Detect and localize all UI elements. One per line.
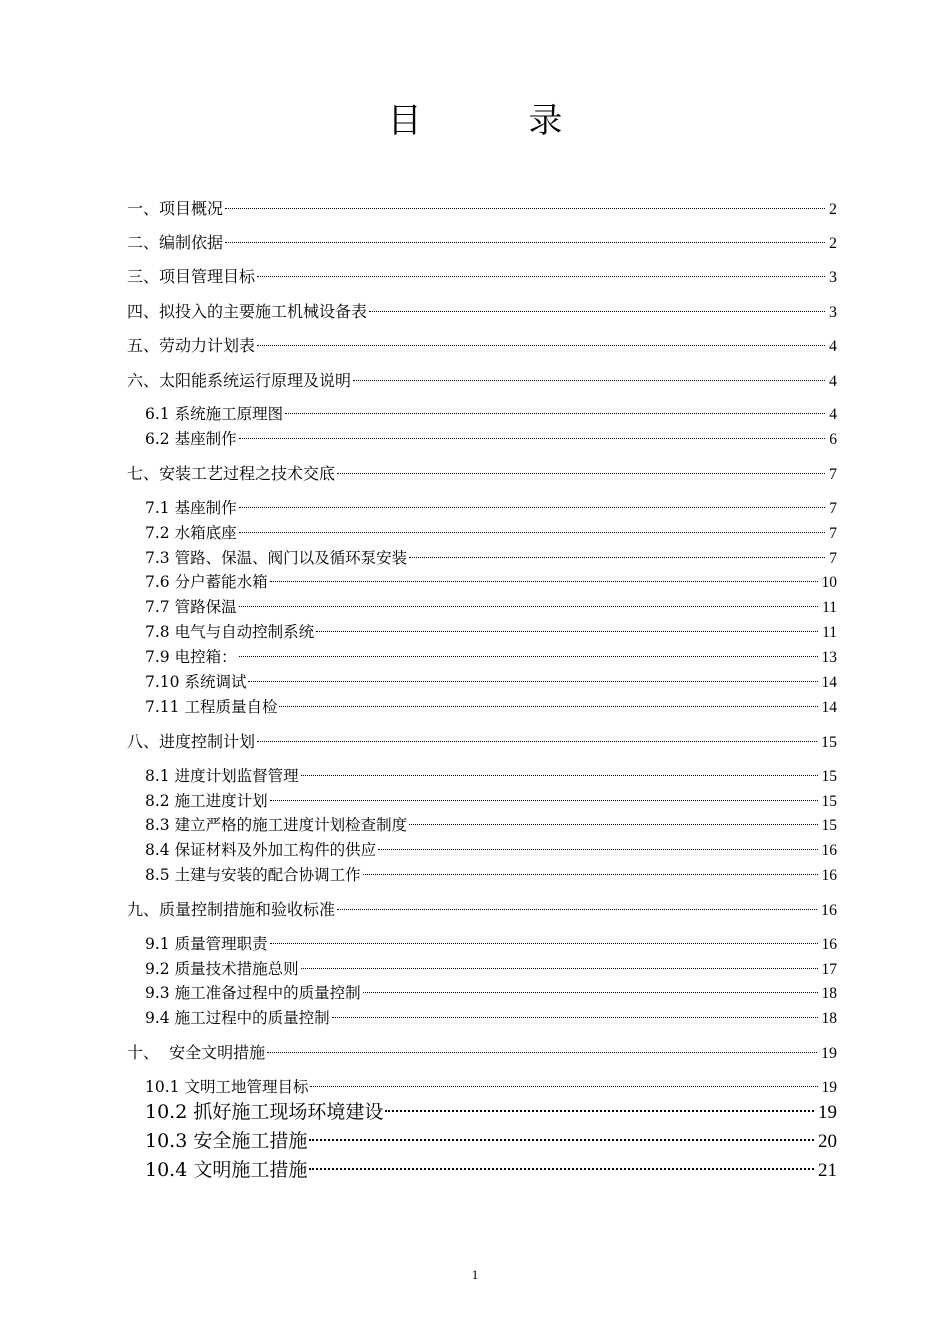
- toc-entry-page: 11: [822, 624, 837, 641]
- toc-subentry[interactable]: [145, 976, 837, 1002]
- toc-entry-page: 4: [829, 338, 837, 355]
- dot-leader: [225, 192, 825, 214]
- toc-entry-page: 2: [829, 201, 837, 218]
- toc-entry-page: 15: [821, 793, 837, 810]
- toc-subentry[interactable]: [145, 759, 837, 785]
- toc-entry-label: 8.5 土建与安装的配合协调工作: [145, 866, 361, 884]
- toc-entry-label: 7.7 管路保温: [145, 598, 237, 616]
- toc-subentry[interactable]: [145, 952, 837, 978]
- toc-subentry[interactable]: [145, 1121, 837, 1152]
- toc-entry-page: 7: [829, 525, 837, 542]
- dot-leader: [353, 364, 825, 386]
- toc-entry-label: 8.3 建立严格的施工进度计划检查制度: [145, 816, 408, 834]
- toc-entry[interactable]: [127, 1036, 837, 1062]
- dot-leader: [409, 541, 825, 563]
- dot-leader: [239, 640, 818, 662]
- dot-leader: [316, 615, 818, 637]
- toc-entry-label: 8.1 进度计划监督管理: [145, 767, 299, 785]
- dot-leader: [248, 665, 817, 687]
- dot-leader: [239, 422, 826, 444]
- toc-entry-label: 8.4 保证材料及外加工构件的供应: [145, 841, 377, 859]
- toc-entry-label: 7.10 系统调试: [145, 673, 247, 691]
- dot-leader: [385, 1092, 814, 1118]
- toc-entry-page: 20: [818, 1131, 837, 1152]
- toc-entry-label: 7.2 水箱底座: [145, 524, 237, 542]
- toc-entry-label: 7.11 工程质量自检: [145, 698, 278, 716]
- toc-entry-page: 15: [821, 768, 837, 785]
- toc-entry-label: 7.3 管路、保温、阀门以及循环泵安装: [145, 549, 408, 567]
- toc-entry-page: 16: [821, 902, 837, 919]
- dot-leader: [363, 976, 818, 998]
- toc-entry-page: 3: [829, 269, 837, 286]
- toc-entry[interactable]: [127, 226, 837, 252]
- toc-entry-label: 二、编制依据: [127, 233, 224, 252]
- dot-leader: [239, 590, 818, 612]
- toc-entry-page: 10: [821, 574, 837, 591]
- toc-entry-label: 五、劳动力计划表: [127, 336, 256, 355]
- toc-entry-label: 9.1 质量管理职责: [145, 935, 268, 953]
- toc-entry-label: 7.8 电气与自动控制系统: [145, 623, 315, 641]
- dot-leader: [310, 1070, 817, 1092]
- dot-leader: [239, 491, 826, 513]
- toc-entry-label: 三、项目管理目标: [127, 267, 256, 286]
- toc-subentry[interactable]: [145, 541, 837, 567]
- toc-entry-label: 10.1 文明工地管理目标: [145, 1078, 309, 1096]
- toc-entry-page: 6: [829, 431, 837, 448]
- toc-entry-label: 十、 安全文明措施: [127, 1043, 266, 1062]
- page-title: 目 录: [387, 101, 611, 141]
- dot-leader: [337, 457, 825, 479]
- toc-subentry[interactable]: [145, 1150, 837, 1181]
- toc-entry-label: 9.2 质量技术措施总则: [145, 960, 299, 978]
- dot-leader: [309, 1150, 814, 1176]
- toc-entry-label: 10.4 文明施工措施: [145, 1159, 308, 1181]
- toc-entry-page: 4: [829, 373, 837, 390]
- dot-leader: [337, 893, 817, 915]
- toc-entry-page: 14: [821, 699, 837, 716]
- toc-entry-label: 一、项目概况: [127, 199, 224, 218]
- toc-entry[interactable]: [127, 364, 837, 390]
- toc-entry-label: 9.3 施工准备过程中的质量控制: [145, 984, 361, 1002]
- toc-entry-label: 六、太阳能系统运行原理及说明: [127, 371, 352, 390]
- dot-leader: [270, 927, 818, 949]
- toc-entry-label: 8.2 施工进度计划: [145, 792, 268, 810]
- toc-entry-page: 19: [821, 1045, 837, 1062]
- toc-subentry[interactable]: [145, 397, 837, 423]
- toc-entry-page: 3: [829, 304, 837, 321]
- toc-entry-page: 16: [821, 936, 837, 953]
- toc-entry-page: 15: [821, 734, 837, 751]
- toc-entry-page: 16: [821, 867, 837, 884]
- dot-leader: [267, 1036, 817, 1058]
- dot-leader: [257, 329, 825, 351]
- toc-entry-label: 10.2 抓好施工现场环境建设: [145, 1101, 384, 1123]
- dot-leader: [363, 858, 818, 880]
- dot-leader: [378, 833, 817, 855]
- toc-entry-page: 18: [821, 1010, 837, 1027]
- toc-subentry[interactable]: [145, 833, 837, 859]
- toc-entry-page: 19: [821, 1079, 837, 1096]
- toc-entry-page: 2: [829, 235, 837, 252]
- dot-leader: [309, 1121, 814, 1147]
- dot-leader: [369, 295, 825, 317]
- toc-entry-label: 9.4 施工过程中的质量控制: [145, 1009, 330, 1027]
- toc-entry[interactable]: [127, 295, 837, 321]
- toc-entry-label: 八、进度控制计划: [127, 732, 256, 751]
- dot-leader: [257, 725, 817, 747]
- dot-leader: [257, 260, 825, 282]
- toc-subentry[interactable]: [145, 491, 837, 517]
- toc-entry[interactable]: [127, 192, 837, 218]
- toc-subentry[interactable]: [145, 784, 837, 810]
- dot-leader: [332, 1001, 818, 1023]
- toc-entry[interactable]: [127, 725, 837, 751]
- toc-subentry[interactable]: [145, 422, 837, 448]
- toc-entry-page: 4: [829, 406, 837, 423]
- dot-leader: [301, 952, 818, 974]
- toc-entry-label: 7.9 电控箱：: [145, 648, 237, 666]
- toc-entry-page: 19: [818, 1102, 837, 1123]
- toc-subentry[interactable]: [145, 1070, 837, 1096]
- toc-subentry[interactable]: [145, 615, 837, 641]
- dot-leader: [270, 784, 818, 806]
- toc-entry-page: 7: [829, 466, 837, 483]
- footer-page-number: 1: [471, 1267, 479, 1282]
- dot-leader: [409, 808, 817, 830]
- toc-entry-page: 16: [821, 842, 837, 859]
- toc-entry-page: 15: [821, 817, 837, 834]
- toc-subentry[interactable]: [145, 665, 837, 691]
- toc-entry-label: 九、质量控制措施和验收标准: [127, 900, 336, 919]
- dot-leader: [285, 397, 825, 419]
- toc-subentry[interactable]: [145, 1001, 837, 1027]
- toc-entry-page: 21: [818, 1160, 837, 1181]
- dot-leader: [225, 226, 825, 248]
- toc-entry-label: 四、拟投入的主要施工机械设备表: [127, 302, 368, 321]
- toc-entry[interactable]: [127, 457, 837, 483]
- toc-entry-page: 7: [829, 550, 837, 567]
- toc-entry-page: 14: [821, 674, 837, 691]
- toc-entry-label: 7.6 分户蓄能水箱: [145, 573, 268, 591]
- toc-entry[interactable]: [127, 329, 837, 355]
- dot-leader: [270, 565, 818, 587]
- toc-subentry[interactable]: [145, 858, 837, 884]
- toc-entry-label: 10.3 安全施工措施: [145, 1130, 308, 1152]
- toc-subentry[interactable]: [145, 565, 837, 591]
- toc-entry-label: 七、安装工艺过程之技术交底: [127, 464, 336, 483]
- dot-leader: [301, 759, 818, 781]
- dot-leader: [239, 516, 826, 538]
- toc-entry-label: 6.1 系统施工原理图: [145, 405, 284, 423]
- toc-entry-page: 13: [821, 649, 837, 666]
- toc-subentry[interactable]: [145, 1092, 837, 1123]
- toc-entry-page: 7: [829, 500, 837, 517]
- toc-entry-label: 6.2 基座制作: [145, 430, 237, 448]
- toc-subentry[interactable]: [145, 590, 837, 616]
- toc-subentry[interactable]: [145, 516, 837, 542]
- toc-entry-page: 11: [822, 599, 837, 616]
- toc-subentry[interactable]: [145, 690, 837, 716]
- toc-entry[interactable]: [127, 893, 837, 919]
- toc-subentry[interactable]: [145, 927, 837, 953]
- toc-subentry[interactable]: [145, 640, 837, 666]
- toc-subentry[interactable]: [145, 808, 837, 834]
- toc-entry[interactable]: [127, 260, 837, 286]
- toc-entry-page: 17: [821, 961, 837, 978]
- toc-entry-page: 18: [821, 985, 837, 1002]
- toc-entry-label: 7.1 基座制作: [145, 499, 237, 517]
- dot-leader: [279, 690, 817, 712]
